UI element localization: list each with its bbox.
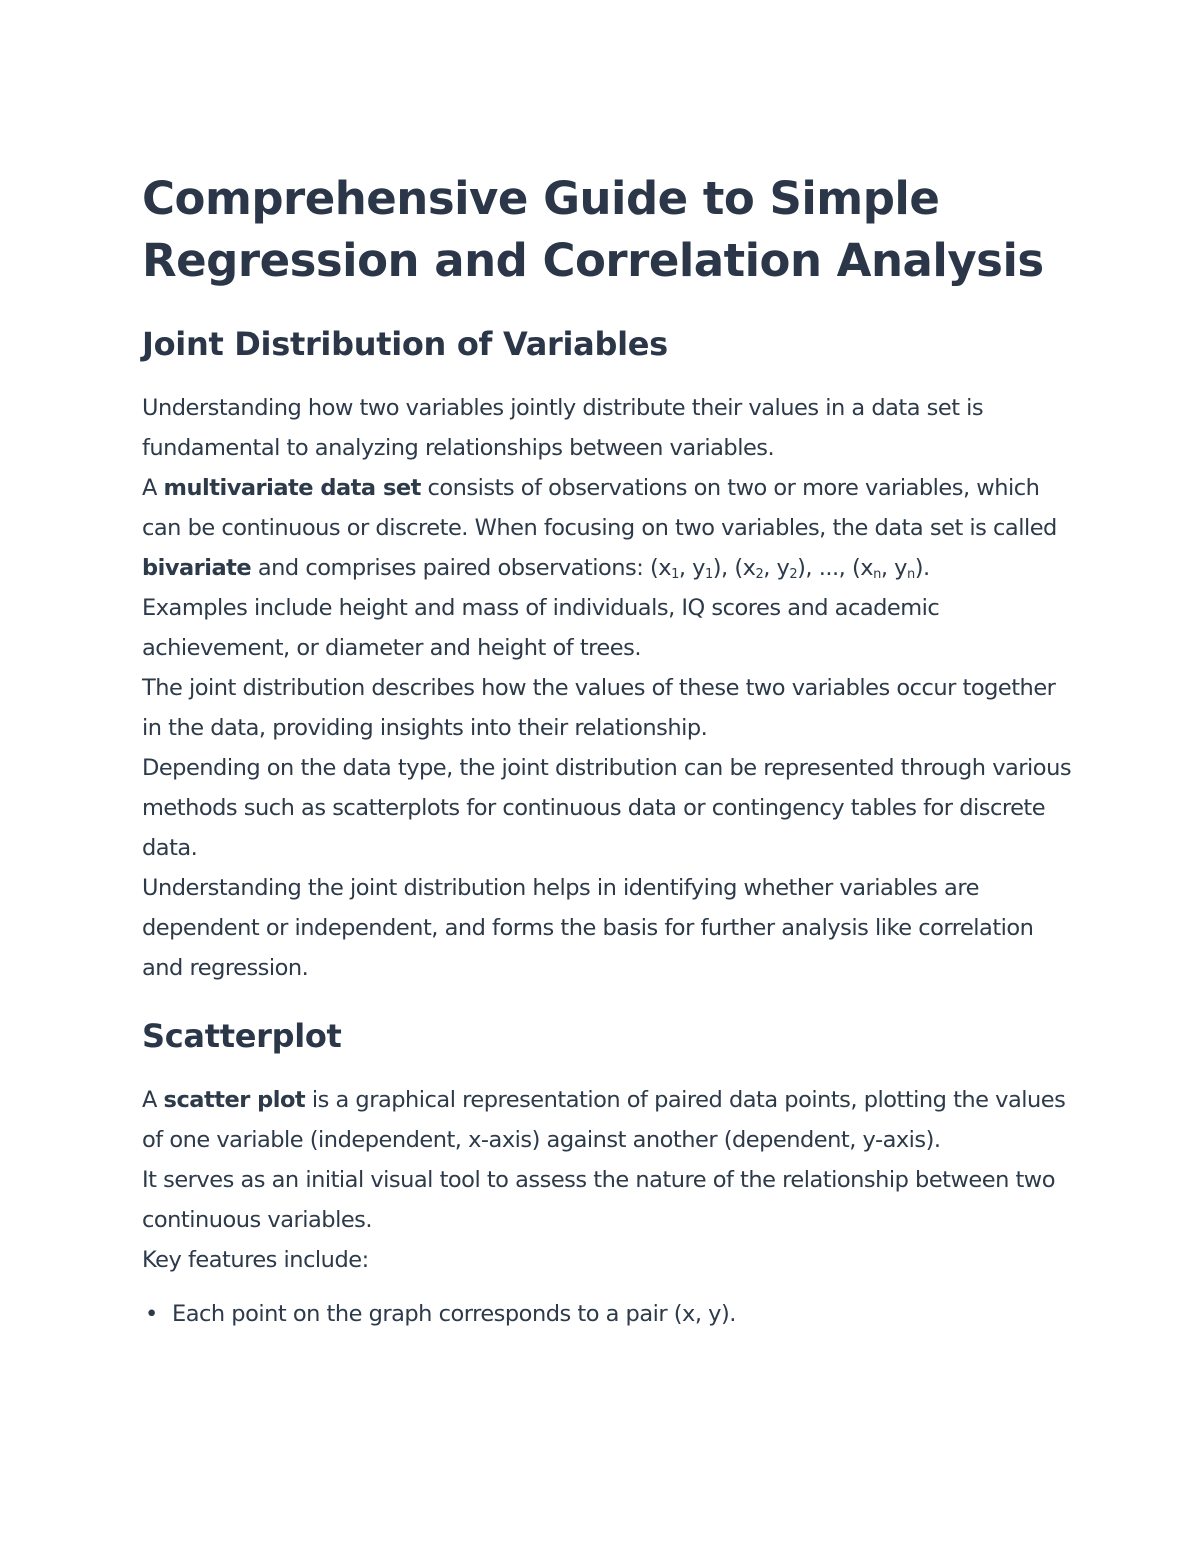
- section-heading-joint-distribution: Joint Distribution of Variables: [142, 325, 668, 363]
- bold-term: multivariate data set: [163, 475, 421, 501]
- page-title: Comprehensive Guide to Simple Regression and Correlation Analysis: [142, 172, 1044, 287]
- paragraph: Depending on the data type, the joint distribution can be represented through various methods such as scatterplots for continuous data or contingency tables for discrete data.: [142, 755, 1072, 861]
- paragraph: Key features include:: [142, 1247, 369, 1273]
- bullet-icon: •: [145, 1301, 158, 1327]
- paragraph: A scatter plot is a graphical representation of paired data points, plotting the values of one variable (independent, x-axis) against another (dependent, y-axis).: [142, 1087, 1066, 1153]
- paragraph: The joint distribution describes how the values of these two variables occur together in the data, providing insights into their relationship.: [142, 675, 1056, 741]
- paragraph: Understanding the joint distribution helps in identifying whether variables are dependent or independent, and forms the basis for further analysis like correlation and regression.: [142, 875, 1034, 981]
- document-page: [142, 168, 1072, 1334]
- paragraph: Examples include height and mass of individuals, IQ scores and academic achievement, or diameter and height of trees.: [142, 595, 940, 661]
- section-heading-scatterplot: Scatterplot: [142, 1017, 342, 1055]
- list-item: • Each point on the graph corresponds to a pair (x, y).: [142, 1294, 1072, 1334]
- bold-term: scatter plot: [163, 1087, 306, 1113]
- paragraph: Understanding how two variables jointly distribute their values in a data set is fundamental to analyzing relationships between variables.: [142, 395, 984, 461]
- bold-term: bivariate: [142, 555, 252, 581]
- joint-distribution-body: [142, 388, 1072, 988]
- scatterplot-body: [142, 1080, 1072, 1280]
- key-features-list: [142, 1294, 1072, 1334]
- paragraph: It serves as an initial visual tool to assess the nature of the relationship between two continuous variables.: [142, 1167, 1055, 1233]
- paragraph: A multivariate data set consists of observations on two or more variables, which can be continuous or discrete. When focusing on two variables, the data set is called bivariate and comprises paired observations: ($x_1$, $y_1$), ($x_2$, $y_2$), ..., ($x_n$, $y_n$).: [142, 475, 1057, 582]
